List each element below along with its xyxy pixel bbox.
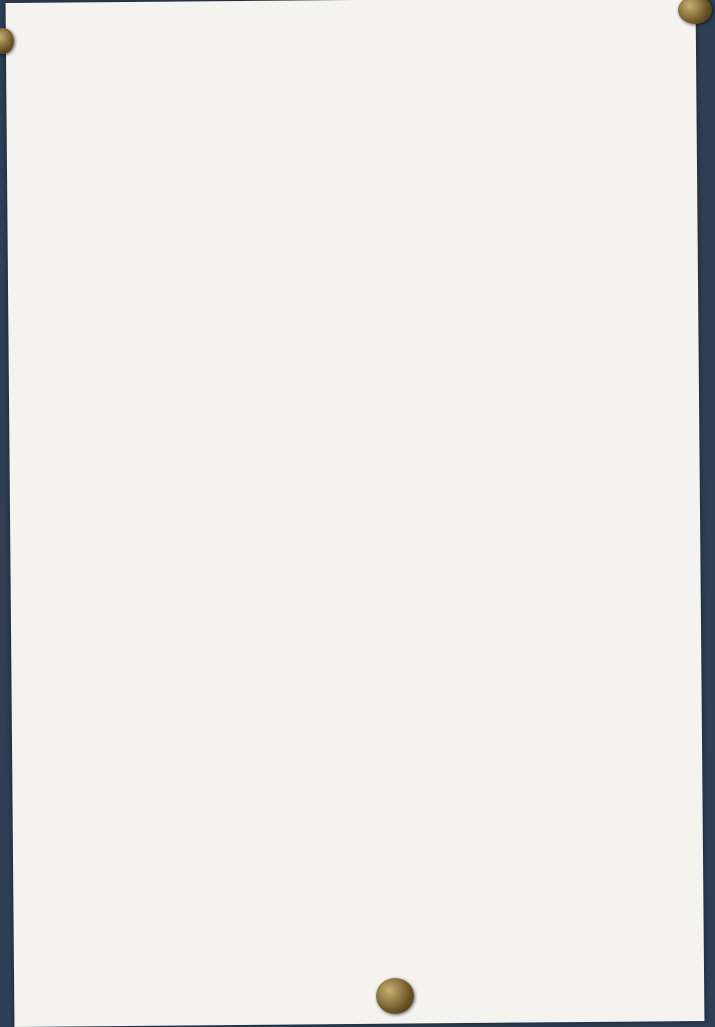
draw-grid [6, 0, 696, 3]
draw-sheet [6, 0, 705, 1027]
pin-bottom [376, 978, 414, 1014]
pin-top-right [678, 0, 712, 24]
